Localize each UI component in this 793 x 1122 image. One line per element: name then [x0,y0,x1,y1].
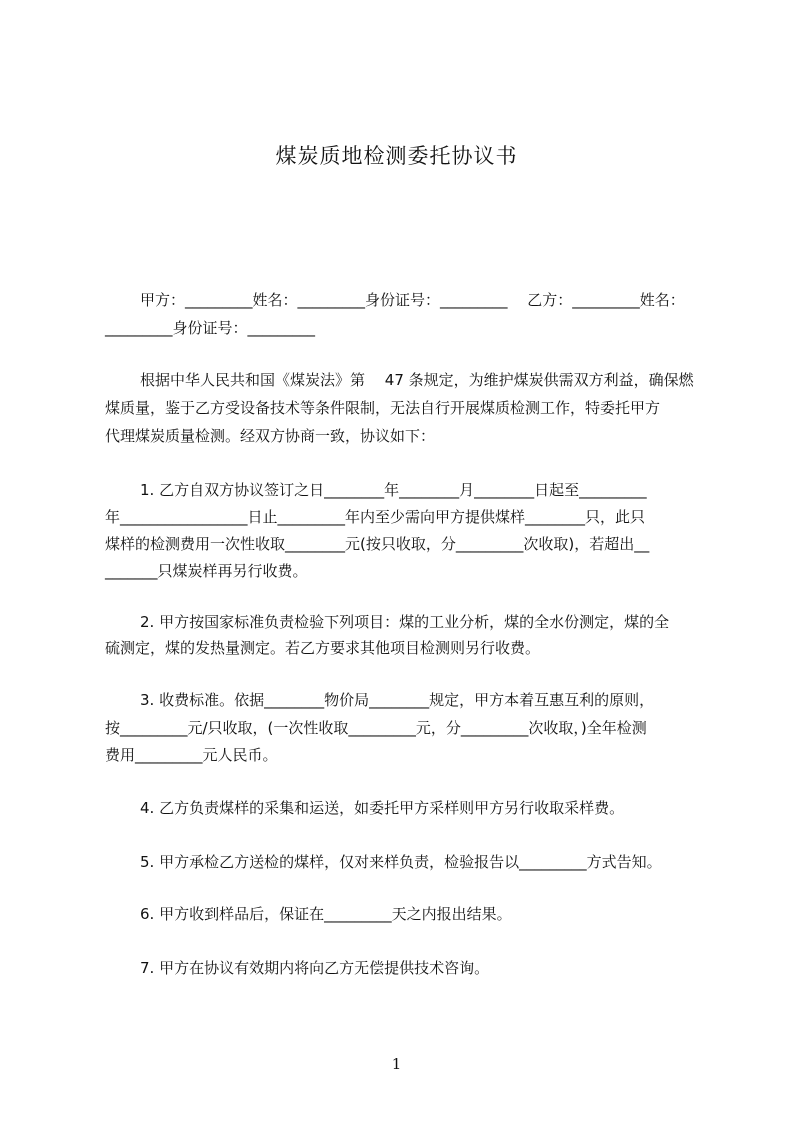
clause-4: 4. 乙方负责煤样的采集和运送，如委托甲方采样则甲方另行收取采样费。 [140,799,625,817]
clause-2-line-2: 硫测定，煤的发热量测定。若乙方要求其他项目检测则另行收费。 [105,639,541,657]
clause-1-line-2: 年_________________日止_________年内至少需向甲方提供煤样________只，此只 [105,508,646,526]
clause-3-line-1: 3. 收费标准。依据________物价局________规定，甲方本着互惠互利的原则， [140,691,655,709]
clause-1-line-3: 煤样的检测费用一次性收取________元(按只收取，分_________次收取)，若超出__ [105,535,650,553]
clause-1-line-1: 1. 乙方自双方协议签订之日________年________月________日起至_________ [140,481,647,499]
intro-line-3: 代理煤炭质量检测。经双方协商一致，协议如下： [105,427,436,445]
intro-line-1: 根据中华人民共和国《煤炭法》第 47 条规定，为维护煤炭供需双方利益，确保燃 [140,371,694,389]
page-number: 1 [391,1055,402,1073]
parties-line-2: _________身份证号：_________ [105,319,316,337]
clause-6: 6. 甲方收到样品后，保证在_________天之内报出结果。 [140,905,512,923]
clause-3-line-3: 费用_________元人民币。 [105,746,278,764]
clause-1-line-4: _______只煤炭样再另行收费。 [105,562,308,580]
parties-line-1: 甲方：_________姓名：_________身份证号：_________ 乙方：_________姓名： [140,291,685,309]
clause-5: 5. 甲方承检乙方送检的煤样，仅对来样负责，检验报告以_________方式告知。 [140,853,662,871]
document-title: 煤炭质地检测委托协议书 [275,144,518,168]
intro-line-2: 煤质量，鉴于乙方受设备技术等条件限制，无法自行开展煤质检测工作，特委托甲方 [105,399,661,417]
clause-7: 7. 甲方在协议有效期内将向乙方无偿提供技术咨询。 [140,959,490,977]
clause-2-line-1: 2. 甲方按国家标准负责检验下列项目：煤的工业分析，煤的全水份测定，煤的全 [140,613,670,631]
clause-3-line-2: 按_________元/只收取，(一次性收取_________元，分_________次收取，)全年检测 [105,719,647,737]
